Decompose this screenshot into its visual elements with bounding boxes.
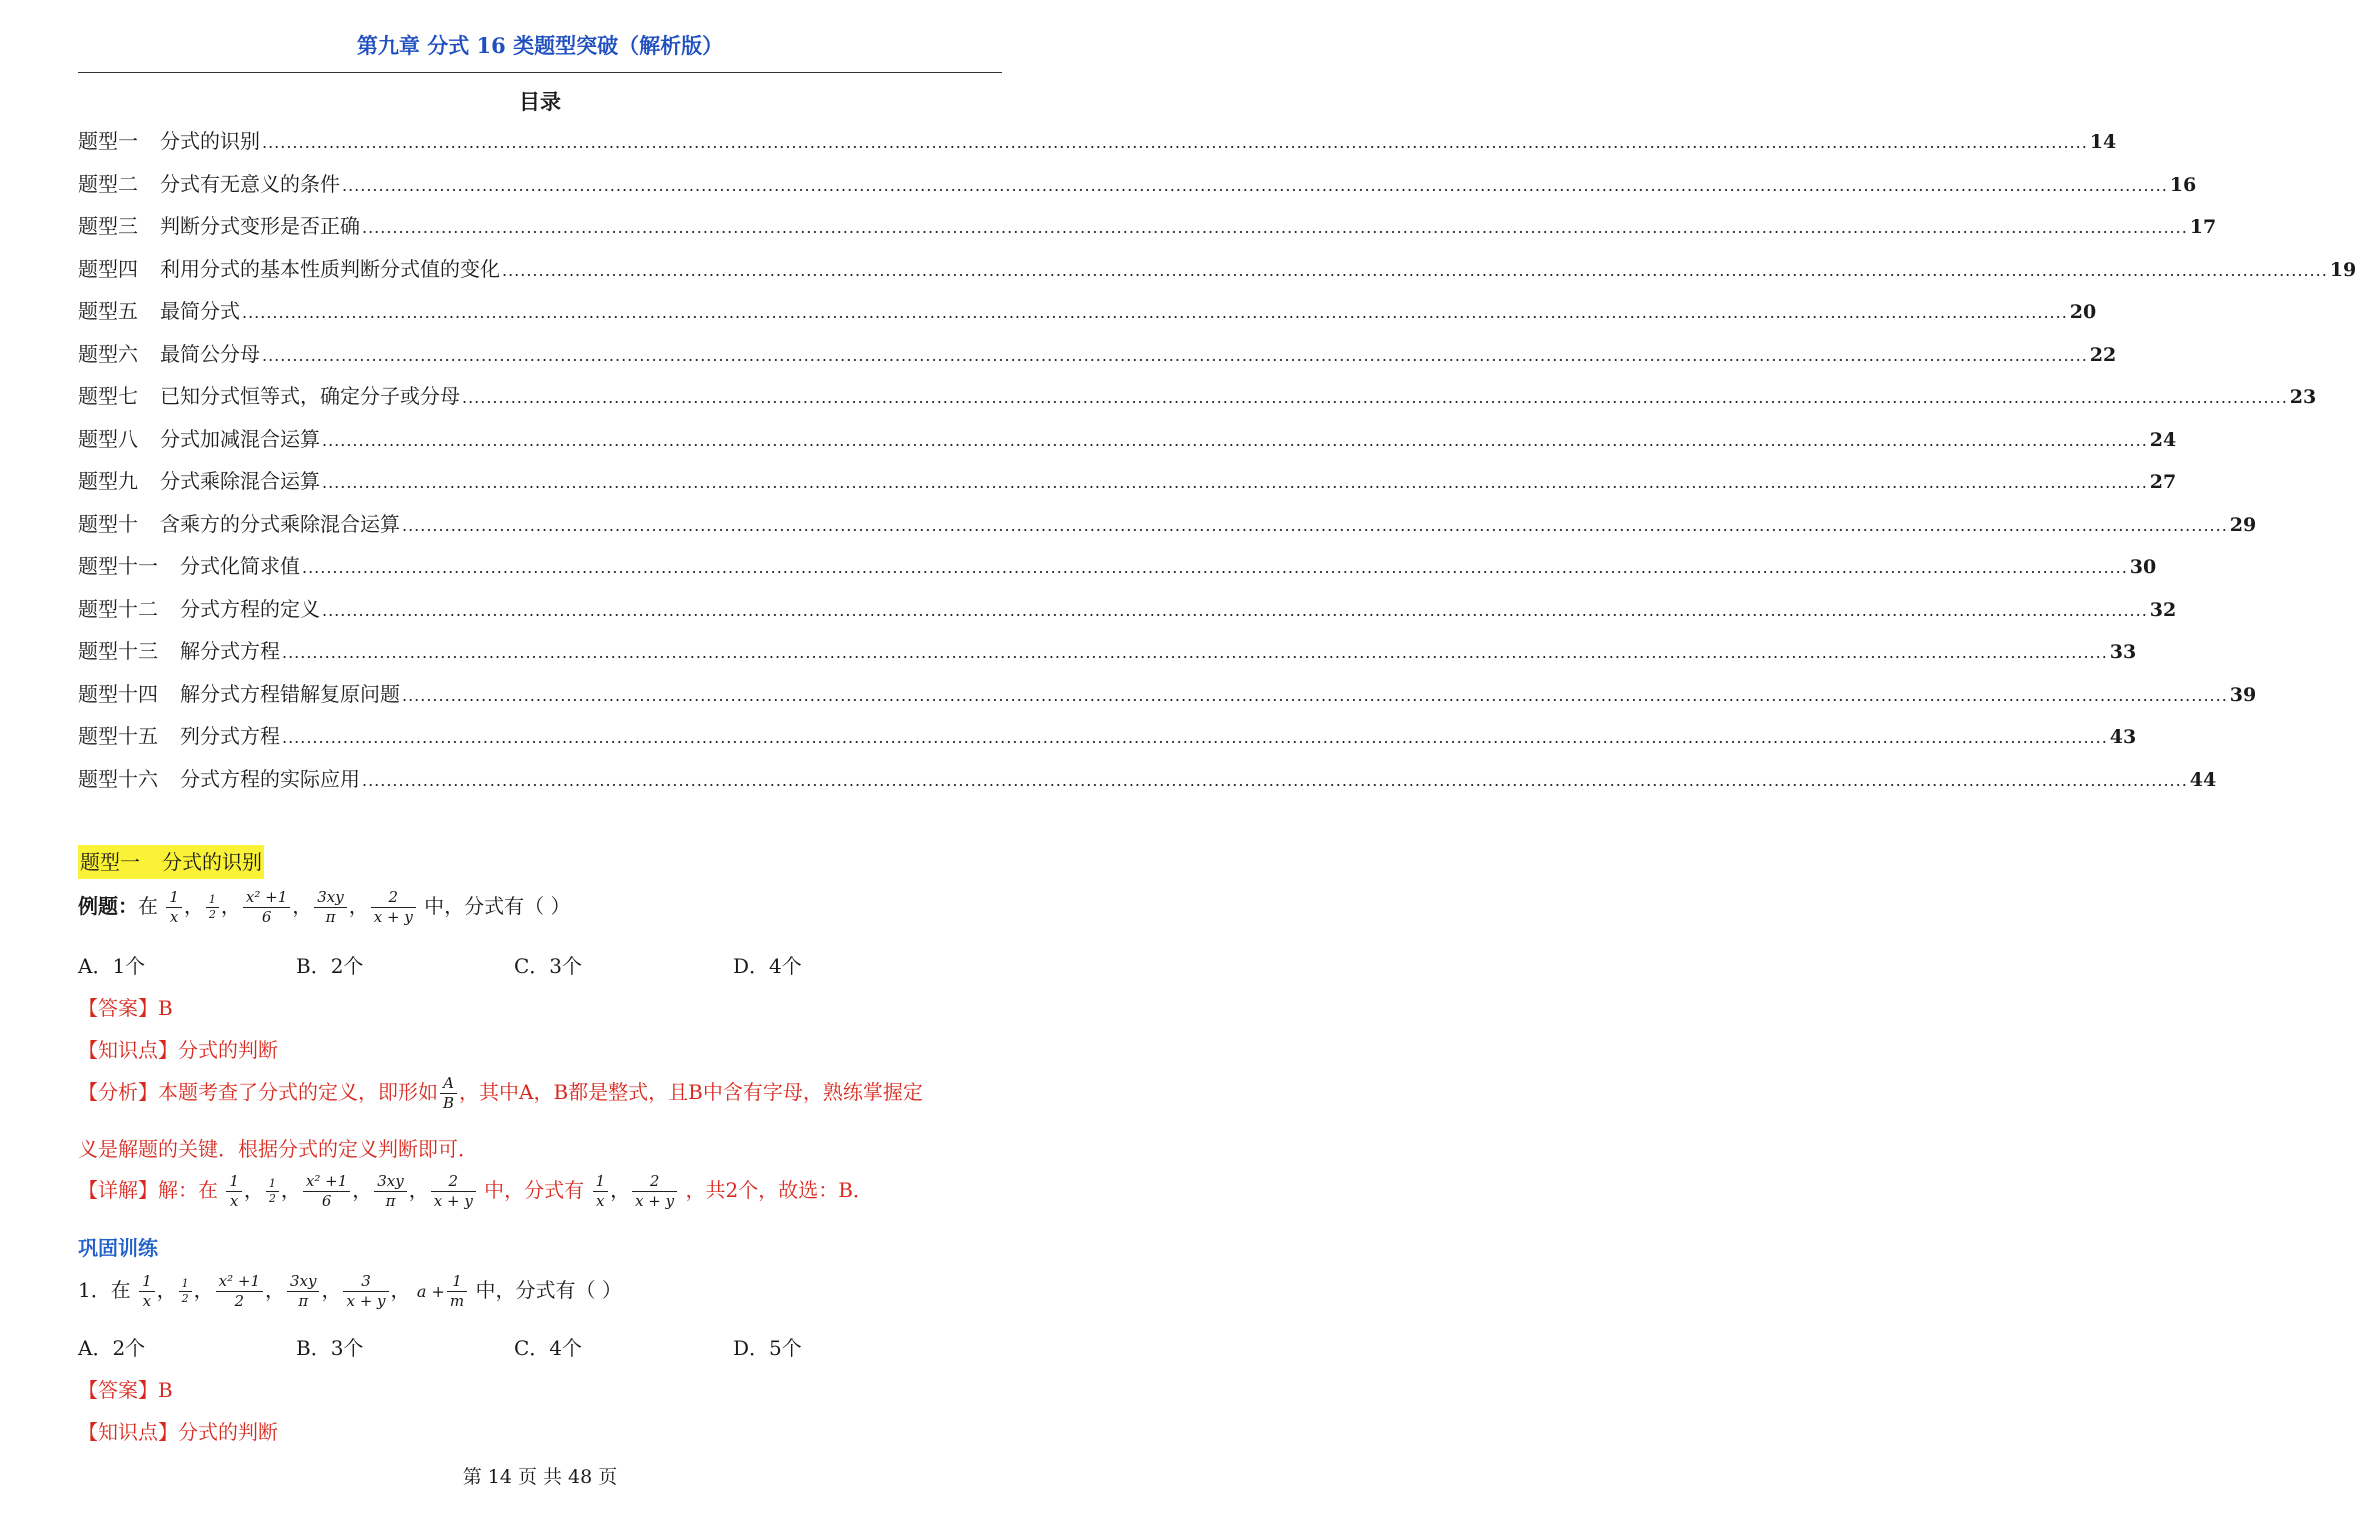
toc-entry-name: 已知分式恒等式，确定分子或分母 [160, 384, 460, 408]
analysis-text-post: ，其中A，B都是整式，且B中含有字母，熟练掌握定 [459, 1079, 923, 1104]
toc-entry-page: 24 [2149, 428, 2177, 451]
toc-leader-dots: ............................................................................................................................................................................................................................................................................................................ [462, 388, 2288, 407]
toc-entry-number: 题型十五 [78, 724, 158, 748]
fraction-denominator: 2 [181, 1291, 189, 1305]
toc-entry-number: 题型十 [78, 511, 138, 536]
example-detail [78, 1172, 873, 1211]
fraction [632, 1172, 677, 1211]
toc-entry-page: 44 [2189, 768, 2217, 791]
toc-leader-dots: ............................................................................................................................................................................................................................................................................................................ [282, 643, 2108, 662]
toc-leader-dots: ............................................................................................................................................................................................................................................................................................................ [402, 685, 2228, 705]
toc-entry[interactable] [78, 630, 2137, 673]
toc-entry-page: 30 [2129, 556, 2157, 578]
example-option-d: D．4个 [733, 954, 802, 978]
example-option-c: C．3个 [514, 954, 583, 978]
detail-mid: 中，分式有 [484, 1177, 585, 1202]
q1-fraction-list [137, 1272, 411, 1310]
toc-entry-number: 题型十四 [78, 681, 158, 706]
toc-entry-name: 分式方程的实际应用 [180, 766, 360, 791]
separator: ， [390, 1277, 411, 1302]
toc-entry[interactable] [78, 163, 2197, 206]
toc-entry[interactable] [78, 248, 2356, 291]
toc-entry-page: 29 [2229, 513, 2257, 536]
separator: ， [292, 893, 313, 918]
fraction-denominator: 2 [234, 1291, 245, 1310]
toc-entry-page: 39 [2229, 683, 2257, 706]
separator: ， [265, 1277, 285, 1302]
example-knowledge-point: 【知识点】分式的判断 [78, 1038, 278, 1062]
fraction-numerator: 1 [139, 1272, 155, 1292]
section-heading-highlight [78, 845, 264, 879]
separator: ， [348, 893, 369, 918]
toc-entry-name: 分式化简求值 [180, 554, 300, 578]
example-question [78, 888, 571, 927]
fraction-numerator: 3xy [314, 888, 346, 908]
example-label: 例题： [78, 893, 138, 918]
q1-suffix: 中，分式有（ ） [475, 1277, 622, 1302]
toc-entry[interactable] [78, 375, 2317, 418]
toc-entry[interactable] [78, 758, 2217, 801]
toc-entry-name: 判断分式变形是否正确 [160, 214, 360, 238]
toc-entry[interactable] [78, 120, 2117, 163]
toc-entry[interactable] [78, 333, 2117, 376]
fraction [314, 888, 346, 927]
fraction [139, 1272, 155, 1311]
table-of-contents [78, 120, 2356, 800]
fraction [166, 888, 182, 927]
fraction-denominator: x + y [346, 1291, 386, 1310]
fraction [593, 1172, 609, 1211]
fraction-numerator: 1 [166, 888, 182, 908]
fraction [303, 1172, 350, 1211]
toc-entry-page: 33 [2109, 641, 2137, 663]
q1-prefix: 1．在 [78, 1277, 131, 1302]
toc-entry[interactable] [78, 418, 2177, 461]
toc-entry-page: 32 [2149, 598, 2177, 621]
fraction-numerator: x² +1 [243, 888, 290, 908]
fraction [371, 888, 416, 927]
separator: ， [183, 893, 204, 918]
toc-entry[interactable] [78, 205, 2217, 248]
toc-entry-name: 含乘方的分式乘除混合运算 [160, 511, 400, 536]
fraction [266, 1177, 279, 1206]
toc-entry-number: 题型五 [78, 299, 138, 323]
section-heading-name: 分式的识别 [162, 850, 262, 874]
q1-last-fraction [447, 1272, 467, 1311]
q1-last-fraction-den: m [449, 1291, 465, 1310]
toc-entry-number: 题型九 [78, 469, 138, 493]
separator: ， [352, 1177, 373, 1202]
fraction-denominator: π [385, 1191, 396, 1210]
example-prefix: 在 [138, 893, 158, 918]
detail-fraction-list [224, 1172, 477, 1210]
fraction-denominator: x [142, 1291, 152, 1310]
separator: ， [321, 1277, 342, 1302]
toc-leader-dots: ............................................................................................................................................................................................................................................................................................................ [362, 218, 2188, 237]
toc-leader-dots: ............................................................................................................................................................................................................................................................................................................ [302, 558, 2128, 577]
toc-entry-name: 分式加减混合运算 [160, 426, 320, 451]
fraction [243, 888, 290, 927]
toc-entry-number: 题型七 [78, 384, 138, 408]
toc-entry-page: 22 [2089, 343, 2117, 366]
toc-entry-name: 利用分式的基本性质判断分式值的变化 [160, 256, 500, 281]
separator: ， [156, 1277, 177, 1302]
toc-entry-number: 题型十六 [78, 766, 158, 791]
example-fraction-list [164, 888, 417, 926]
fraction-denominator: x + y [373, 907, 413, 926]
toc-entry-number: 题型八 [78, 426, 138, 451]
toc-leader-dots: ............................................................................................................................................................................................................................................................................................................ [262, 133, 2088, 152]
toc-entry-number: 题型十二 [78, 596, 158, 621]
example-option-a: A．1个 [78, 954, 146, 978]
page-footer: 第 14 页 共 48 页 [462, 1466, 618, 1488]
fraction [374, 1172, 406, 1211]
toc-entry[interactable] [78, 290, 2097, 333]
toc-leader-dots: ............................................................................................................................................................................................................................................................................................................ [262, 345, 2088, 365]
toc-entry-page: 17 [2189, 216, 2217, 238]
fraction-numerator: 2 [431, 1172, 476, 1192]
fraction-numerator: 1 [226, 1172, 242, 1192]
q1-option-c: C．4个 [514, 1336, 583, 1360]
toc-leader-dots: ............................................................................................................................................................................................................................................................................................................ [282, 728, 2108, 747]
toc-leader-dots: ............................................................................................................................................................................................................................................................................................................ [242, 303, 2068, 322]
fraction-numerator: 1 [593, 1172, 609, 1192]
toc-entry-name: 分式的识别 [160, 129, 260, 153]
toc-entry[interactable] [78, 503, 2257, 546]
toc-entry-name: 最简分式 [160, 299, 240, 323]
toc-entry[interactable] [78, 460, 2177, 503]
practice-title: 巩固训练 [78, 1236, 158, 1260]
q1-knowledge-point: 【知识点】分式的判断 [78, 1420, 278, 1444]
fraction-denominator: x [169, 907, 179, 926]
toc-entry-page: 14 [2089, 131, 2117, 153]
separator: ， [280, 1177, 301, 1202]
analysis-text-pre: 【分析】本题考查了分式的定义，即形如 [78, 1079, 438, 1104]
toc-leader-dots: ............................................................................................................................................................................................................................................................................................................ [322, 430, 2148, 450]
toc-entry-number: 题型六 [78, 341, 138, 366]
toc-entry-page: 27 [2149, 471, 2177, 493]
fraction-numerator: 3xy [287, 1272, 319, 1292]
example-analysis-line-2: 义是解题的关键．根据分式的定义判断即可． [78, 1137, 478, 1161]
q1-option-b: B．3个 [296, 1336, 364, 1360]
header-divider [78, 72, 1002, 73]
detail-post: ，共2个，故选：B． [685, 1177, 873, 1202]
fraction-denominator: x + y [635, 1191, 675, 1210]
fraction-denominator: 2 [208, 907, 216, 921]
toc-title: 目录 [519, 89, 561, 114]
toc-entry-number: 题型二 [78, 171, 138, 196]
fraction-numerator: 2 [371, 888, 416, 908]
separator: ， [193, 1277, 214, 1302]
fraction [287, 1272, 319, 1311]
q1-answer: 【答案】B [78, 1378, 173, 1402]
toc-entry-number: 题型十三 [78, 639, 158, 663]
separator: ， [408, 1177, 429, 1202]
toc-entry[interactable] [78, 715, 2137, 758]
separator: ， [610, 1177, 631, 1202]
toc-entry-name: 列分式方程 [180, 724, 280, 748]
example-suffix: 中，分式有（ ） [424, 893, 571, 918]
fraction [343, 1272, 388, 1311]
toc-leader-dots: ............................................................................................................................................................................................................................................................................................................ [322, 600, 2148, 620]
toc-entry[interactable] [78, 673, 2257, 716]
toc-leader-dots: ............................................................................................................................................................................................................................................................................................................ [502, 260, 2328, 280]
analysis-fraction [440, 1074, 457, 1113]
toc-entry-number: 题型三 [78, 214, 138, 238]
fraction-numerator: 2 [632, 1172, 677, 1192]
section-heading-number: 题型一 [80, 850, 140, 874]
toc-entry-page: 23 [2289, 386, 2317, 408]
toc-leader-dots: ............................................................................................................................................................................................................................................................................................................ [342, 175, 2168, 195]
detail-prefix: 解：在 [158, 1177, 218, 1202]
fraction-numerator: 1 [266, 1177, 279, 1192]
toc-entry-name: 解分式方程 [180, 639, 280, 663]
fraction [179, 1277, 192, 1306]
separator: ， [220, 893, 241, 918]
fraction [226, 1172, 242, 1211]
fraction-denominator: 2 [268, 1191, 276, 1205]
document-header-title: 第九章 分式 16 类题型突破（解析版） [356, 33, 724, 58]
toc-entry[interactable] [78, 545, 2157, 588]
q1-last-term: a + [416, 1281, 445, 1301]
fraction [206, 893, 219, 922]
fraction [216, 1272, 263, 1311]
fraction-numerator: 3xy [374, 1172, 406, 1192]
toc-leader-dots: ............................................................................................................................................................................................................................................................................................................ [362, 770, 2188, 790]
toc-entry[interactable] [78, 588, 2177, 631]
q1-option-d: D．5个 [733, 1336, 802, 1360]
separator: ， [243, 1177, 264, 1202]
fraction-denominator: x [596, 1191, 605, 1210]
detail-selected-fractions [591, 1172, 680, 1210]
fraction [431, 1172, 476, 1211]
example-answer: 【答案】B [78, 996, 173, 1020]
q1-option-a: A．2个 [78, 1336, 146, 1360]
analysis-fraction-num: A [440, 1074, 457, 1094]
practice-question-1 [78, 1272, 622, 1311]
toc-entry-page: 43 [2109, 726, 2137, 748]
fraction-denominator: 6 [321, 1191, 332, 1210]
toc-entry-name: 解分式方程错解复原问题 [180, 681, 400, 706]
fraction-denominator: x + y [433, 1191, 473, 1210]
fraction-numerator: x² +1 [303, 1172, 350, 1192]
toc-entry-name: 分式乘除混合运算 [160, 469, 320, 493]
example-analysis-line-1 [78, 1074, 923, 1113]
toc-leader-dots: ............................................................................................................................................................................................................................................................................................................ [322, 473, 2148, 492]
fraction-numerator: 1 [179, 1277, 192, 1292]
example-option-b: B．2个 [296, 954, 364, 978]
fraction-denominator: π [298, 1291, 309, 1310]
fraction-denominator: 6 [261, 907, 272, 926]
toc-entry-page: 20 [2069, 301, 2097, 323]
analysis-fraction-den: B [443, 1093, 455, 1112]
detail-label: 【详解】 [78, 1177, 158, 1202]
toc-entry-page: 16 [2169, 173, 2197, 196]
fraction-numerator: 1 [206, 893, 219, 908]
fraction-denominator: x [229, 1191, 239, 1210]
toc-entry-number: 题型一 [78, 129, 138, 153]
toc-entry-page: 19 [2329, 258, 2356, 281]
fraction-denominator: π [325, 907, 336, 926]
toc-entry-name: 最简公分母 [160, 341, 260, 366]
toc-entry-name: 分式方程的定义 [180, 596, 320, 621]
toc-entry-number: 题型四 [78, 256, 138, 281]
toc-entry-number: 题型十一 [78, 554, 158, 578]
q1-last-fraction-num: 1 [447, 1272, 467, 1292]
toc-leader-dots: ............................................................................................................................................................................................................................................................................................................ [402, 515, 2228, 535]
toc-entry-name: 分式有无意义的条件 [160, 171, 340, 196]
fraction-numerator: 3 [343, 1272, 388, 1292]
fraction-numerator: x² +1 [216, 1272, 263, 1292]
